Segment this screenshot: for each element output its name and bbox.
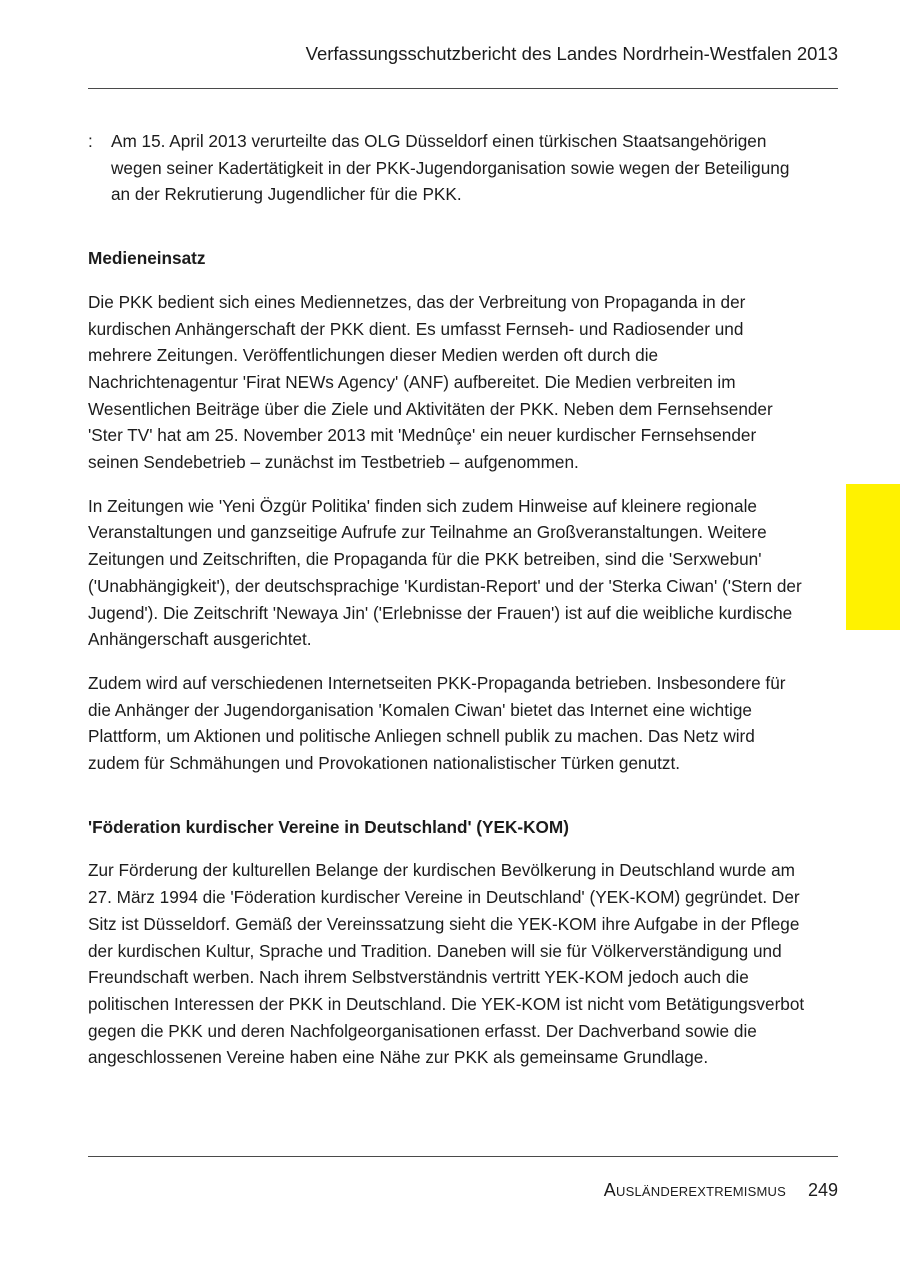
paragraph: Zur Förderung der kulturellen Belange der kurdischen Bevölkerung in Deutschland wurde am 27. März 1994 die 'Föderation kurdischer Vereine in Deutschland' (YEK-KOM) gegründet. Der Sitz ist Düsseldorf. Gemäß der Vereinssatzung sieht die YEK-KOM ihre Aufgabe in der Pflege der kurdischen Kultur, Sprache und Tradition. Daneben will sie für Völkerverständigung und Freundschaft werben. Nach ihrem Selbstverständnis vertritt YEK-KOM jedoch auch die politischen Interessen der PKK in Deutschland. Die YEK-KOM ist nicht vom Betätigungsverbot gegen die PKK und deren Nachfolgeorganisationen erfasst. Der Dachverband sowie die angeschlossenen Vereine haben eine Nähe zur PKK als gemeinsame Grundlage.	[88, 860, 805, 1068]
page-body	[88, 128, 808, 1071]
paragraph: In Zeitungen wie 'Yeni Özgür Politika' finden sich zudem Hinweise auf kleinere regionale Veranstaltungen und ganzseitige Aufrufe zur Teilnahme an Großveranstaltungen. Weitere Zeitungen und Zeitschriften, die Propaganda für die PKK betreiben, sind die 'Serxwebun' ('Unabhängigkeit'), der deutschsprachige 'Kurdistan-Report' und der 'Sterka Ciwan' ('Stern der Jugend'). Die Zeitschrift 'Newaya Jin' ('Erlebnisse der Frauen') ist auf die weibliche kurdische Anhängerschaft ausgerichtet.	[88, 495, 802, 650]
bullet-item	[88, 128, 808, 208]
section-heading-yek-kom: 'Föderation kurdischer Vereine in Deutschland' (YEK-KOM)	[88, 816, 569, 837]
chapter-tab-marker	[846, 484, 900, 630]
page-footer	[604, 1178, 838, 1202]
running-header-title: Verfassungsschutzbericht des Landes Nordrhein-Westfalen 2013	[305, 43, 838, 64]
bullet-marker: :	[88, 131, 93, 151]
page-number: 249	[807, 1180, 838, 1200]
paragraph: Zudem wird auf verschiedenen Internetseiten PKK-Propaganda betrieben. Insbesondere für die Anhänger der Jugendorganisation 'Komalen Ciwan' bietet das Internet eine wichtige Plattform, um Aktionen und politische Anliegen schnell publik zu machen. Das Netz wird zudem für Schmähungen und Provokationen nationalistischer Türken genutzt.	[88, 672, 786, 774]
footer-rule	[88, 1156, 838, 1157]
bullet-text: Am 15. April 2013 verurteilte das OLG Düsseldorf einen türkischen Staatsangehörigen wegen seiner Kadertätigkeit in der PKK-Jugendorganisation sowie wegen der Beteiligung an der Rekrutierung Jugendlicher für die PKK.	[111, 131, 790, 205]
footer-section-title: Ausländerextremismus	[603, 1180, 786, 1200]
header-rule	[88, 88, 838, 89]
section-heading-medieneinsatz: Medieneinsatz	[88, 248, 206, 269]
paragraph: Die PKK bedient sich eines Mediennetzes, das der Verbreitung von Propaganda in der kurdischen Anhängerschaft der PKK dient. Es umfasst Fernseh- und Radiosender und mehrere Zeitungen. Veröffentlichungen dieser Medien werden oft durch die Nachrichtenagentur 'Firat NEWs Agency' (ANF) aufbereitet. Die Medien verbreiten im Wesentlichen Beiträge über die Ziele und Aktivitäten der PKK. Neben dem Fernsehsender 'Ster TV' hat am 25. November 2013 mit 'Mednûçe' ein neuer kurdischer Fernsehsender seinen Sendebetrieb – zunächst im Testbetrieb – aufgenommen.	[88, 291, 773, 473]
